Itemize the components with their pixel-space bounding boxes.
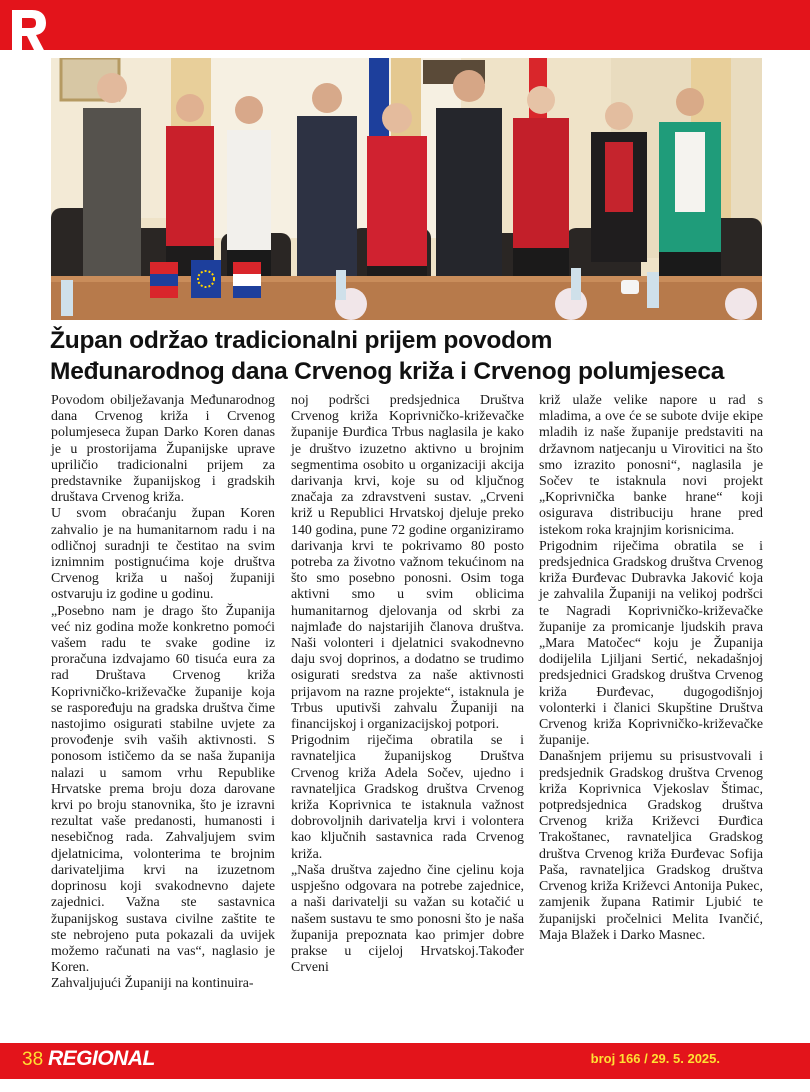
paragraph: Povodom obilježavanja Međunarodnog dana Crvenog križa i Crvenog polumjeseca župan Darko Koren danas je u prostorijama Županijske uprave upriličio tradicionalni prijem za predstavnike županijskog i gradskih društava Crvenog križa.: [51, 393, 275, 506]
paragraph: „Posebno nam je drago što Županija već niz godina može konkretno pomoći vašem radu te svake godine iz proračuna izdvajamo 60 tisuća eura za rad Društava Crvenog križa Koprivničko-križevačke županije koja se raspoređuju na gradska društva čime nastojimo osigurati stabilne uvjete za provođenje svih vaših aktivnosti. S ponosom ističemo da se naša županija nalazi u samom vrhu Republike Hrvatske prema broju doza darovane krvi po broju stanovnika, što je izravni rezultat vaše predanosti, humanosti i nesebičnog rada. Zahvaljujem svim djelatnicima, volonterima te brojnim darivateljima krvi na izuzetnom doprinosu koji svakodnevno dajete zajednici. Važna ste sastavnica županijskog sustava civilne zaštite te ste nebrojeno puta pokazali da uvijek možemo računati na vas“, naglasio je Koren.: [51, 603, 275, 976]
top-banner: [0, 0, 810, 50]
issue-info: broj 166 / 29. 5. 2025.: [590, 1051, 720, 1066]
article-column-1: [51, 393, 275, 993]
paragraph: Današnjem prijemu su prisustvovali i predsjednik Gradskog društva Crvenog križa Koprivnica Vjekoslav Štimac, potpredsjednica Gradskog društva Crvenog križa Križevci Đurđica Trakoštanec, ravnateljica Gradskog društva Crvenog križa Đurđevac Sofija Paša, ravnateljica Gradskog društva Crvenog križa Križevci Antonija Pukec, zamjenik župana Ratimir Ljubić te županijski pročelnici Melita Ivančić, Maja Blažek i Darko Masnec.: [539, 749, 763, 943]
headline-line-2: Međunarodnog dana Crvenog križa i Crvenog polumjeseca: [50, 358, 725, 385]
paragraph: noj podršci predsjednica Društva Crvenog križa Koprivničko-križevačke županije Đurđica Trbus naglasila je kako je društvo izuzetno aktivno u brojnim segmentima osobito u organizaciji akcija darivanja krvi, koje su od ključnog značaja za zdravstveni sustav. „Crveni križ u Republici Hrvatskoj djeluje preko 140 godina, pune 72 godine organiziramo darivanja krvi te pokrivamo 80 posto potreba za životno važnom tekućinom na što smo posebno ponosni. Osim toga aktivni smo u svim oblicima humanitarnog djelovanja od skrbi za najmlađe do najstarijih članova društva. Naši volonteri i djelatnici svakodnevno daju svoj doprinos, a dodatno se trudimo osigurati sredstva za naše aktivnosti prijavom na razne projekte“, istaknula je Trbus uputivši zahvalu Županiji na financijskoj i organizacijskoj potpori.: [291, 393, 524, 733]
headline-line-1: Župan održao tradicionalni prijem povodom: [50, 327, 553, 354]
paragraph: križ ulaže velike napore u rad s mladima, a ove će se subote dvije ekipe mladih iz naše županije predstaviti na državnom natjecanju u Virovitici na što smo izrazito ponosni“, naglasila je Sočev te istaknula novi projekt „Koprivnička banke hrane“ koji osigurava distribuciju hrane pred istekom roka krajnjim korisnicima.: [539, 393, 763, 538]
group-photo: [51, 58, 762, 320]
regional-r-logo-icon: [8, 6, 48, 58]
article-column-2: [291, 393, 524, 976]
brand-logo: REGIONAL: [48, 1047, 155, 1070]
paragraph: Zahvaljujući Županiji na kontinuira-: [51, 976, 254, 992]
paragraph: U svom obraćanju župan Koren zahvalio je na humanitarnom radu i na odličnoj suradnji te čestitao na svim iznimnim postignućima koje društva Crvenog križa u našoj županiji ostvaruju iz godine u godinu.: [51, 506, 275, 603]
article-headline: [50, 325, 770, 387]
paragraph: „Naša društva zajedno čine cjelinu koja uspješno odgovara na potrebe zajednice, a naši darivatelji su važan su kotačić u našem sustavu te smo ponosni što je naša županija prepoznata kao primjer dobre prakse u cijeloj Hrvatskoj.Također Crveni: [291, 862, 524, 976]
article-column-3: [539, 393, 763, 944]
paragraph: Prigodnim riječima obratila se i predsjednica Gradskog društva Crvenog križa Đurđevac Dubravka Jaković koja je zahvalila Županiji na velikoj podršci te Nagradi Koprivničko-križevačke županije za promicanje ljudskih prava „Mara Matočec“ koju je Županija dodijelila Ljiljani Sertić, nekadašnjoj predsjednici Gradskog društva Crvenog križa Đurđevac, dugogodišnjoj volonterki i članici Skupštine Društva Crvenog križa Koprivničko-križevačke županije.: [539, 538, 763, 749]
page-number: 38: [22, 1049, 44, 1070]
paragraph: Prigodnim riječima obratila se i ravnateljica županijskog Društva Crvenog križa Adela Sočev, ujedno i ravnateljica Gradskog društva Crvenog križa Koprivnica te istaknula važnost dobrovoljnih darivatelja krvi i volontera kao ključnih sastavnica rada Crvenog križa.: [291, 733, 524, 862]
